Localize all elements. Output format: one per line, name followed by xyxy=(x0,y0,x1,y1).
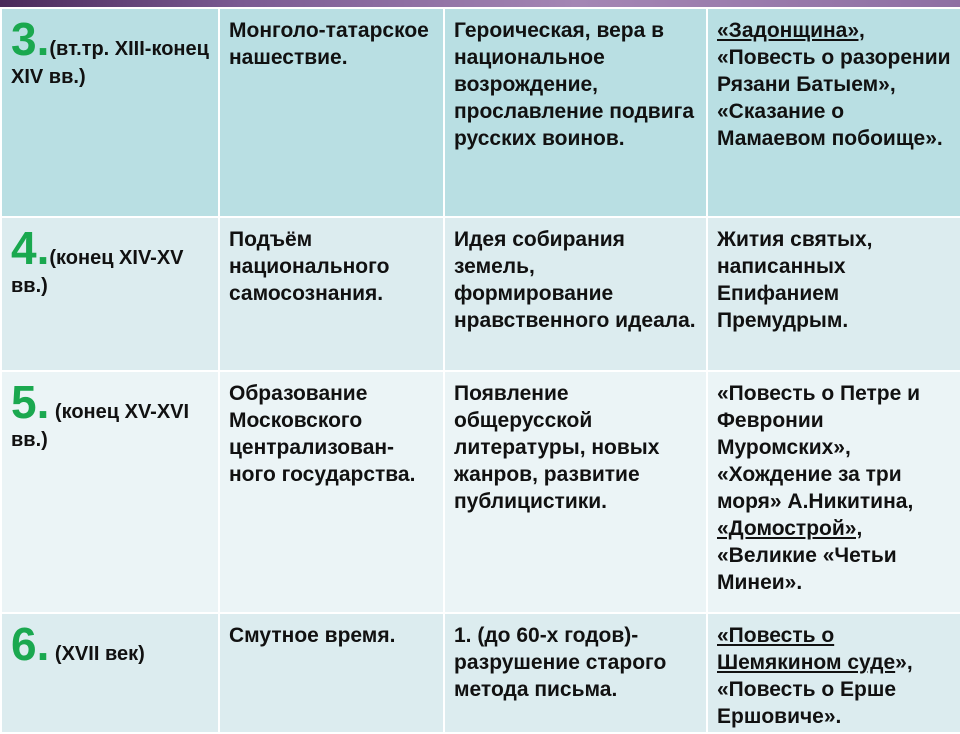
event-cell: Подъём национального самосознания. xyxy=(219,217,444,371)
works-cell xyxy=(707,8,960,217)
period-dates: (XVII век) xyxy=(49,643,145,665)
table-row xyxy=(1,613,960,733)
table-row xyxy=(1,217,960,371)
period-number: 3. xyxy=(11,13,50,65)
event-cell: Монголо-татарское нашествие. xyxy=(219,8,444,217)
period-number: 4. xyxy=(11,222,50,274)
event-cell: Образование Московского централизован-ного государства. xyxy=(219,371,444,613)
features-cell: Идея собирания земель, формирование нравственного идеала. xyxy=(444,217,707,371)
event-cell: Смутное время. xyxy=(219,613,444,733)
work-title-underlined: «Домострой», xyxy=(717,517,863,540)
features-cell: Героическая, вера в национальное возрождение, прославление подвига русских воинов. xyxy=(444,8,707,217)
works-cell xyxy=(707,613,960,733)
literature-periods-table xyxy=(0,7,960,734)
features-cell: Появление общерусской литературы, новых жанров, развитие публицистики. xyxy=(444,371,707,613)
works-text: «Повесть о Петре и Февронии Муромских», «Хождение за три моря» А.Никитина, xyxy=(717,382,921,513)
period-dates: (конец XV-XVI вв.) xyxy=(11,401,190,451)
works-text: », «Повесть о Ерше Ершовиче». xyxy=(717,651,913,728)
table-row xyxy=(1,371,960,613)
period-number: 5. xyxy=(11,376,50,428)
period-number: 6. xyxy=(11,618,50,670)
works-text: «Повесть о разорении Рязани Батыем», «Сказание о Мамаевом побоище». xyxy=(717,46,951,150)
slide-header-band xyxy=(0,0,960,7)
works-cell: Жития святых, написанных Епифанием Премудрым. xyxy=(707,217,960,371)
period-dates: (конец XIV-XV вв.) xyxy=(11,247,184,297)
period-cell xyxy=(1,613,219,733)
features-cell: 1. (до 60-х годов)- разрушение старого метода письма. xyxy=(444,613,707,733)
period-cell xyxy=(1,217,219,371)
table-row xyxy=(1,8,960,217)
work-title-underlined: «Задонщина», xyxy=(717,19,865,42)
period-cell xyxy=(1,371,219,613)
works-text: «Великие «Четьи Минеи». xyxy=(717,544,897,594)
period-dates: (вт.тр. XIII-конец XIV вв.) xyxy=(11,38,209,88)
work-title-underlined: «Повесть о Шемякином суде xyxy=(717,624,896,674)
works-cell xyxy=(707,371,960,613)
period-cell xyxy=(1,8,219,217)
